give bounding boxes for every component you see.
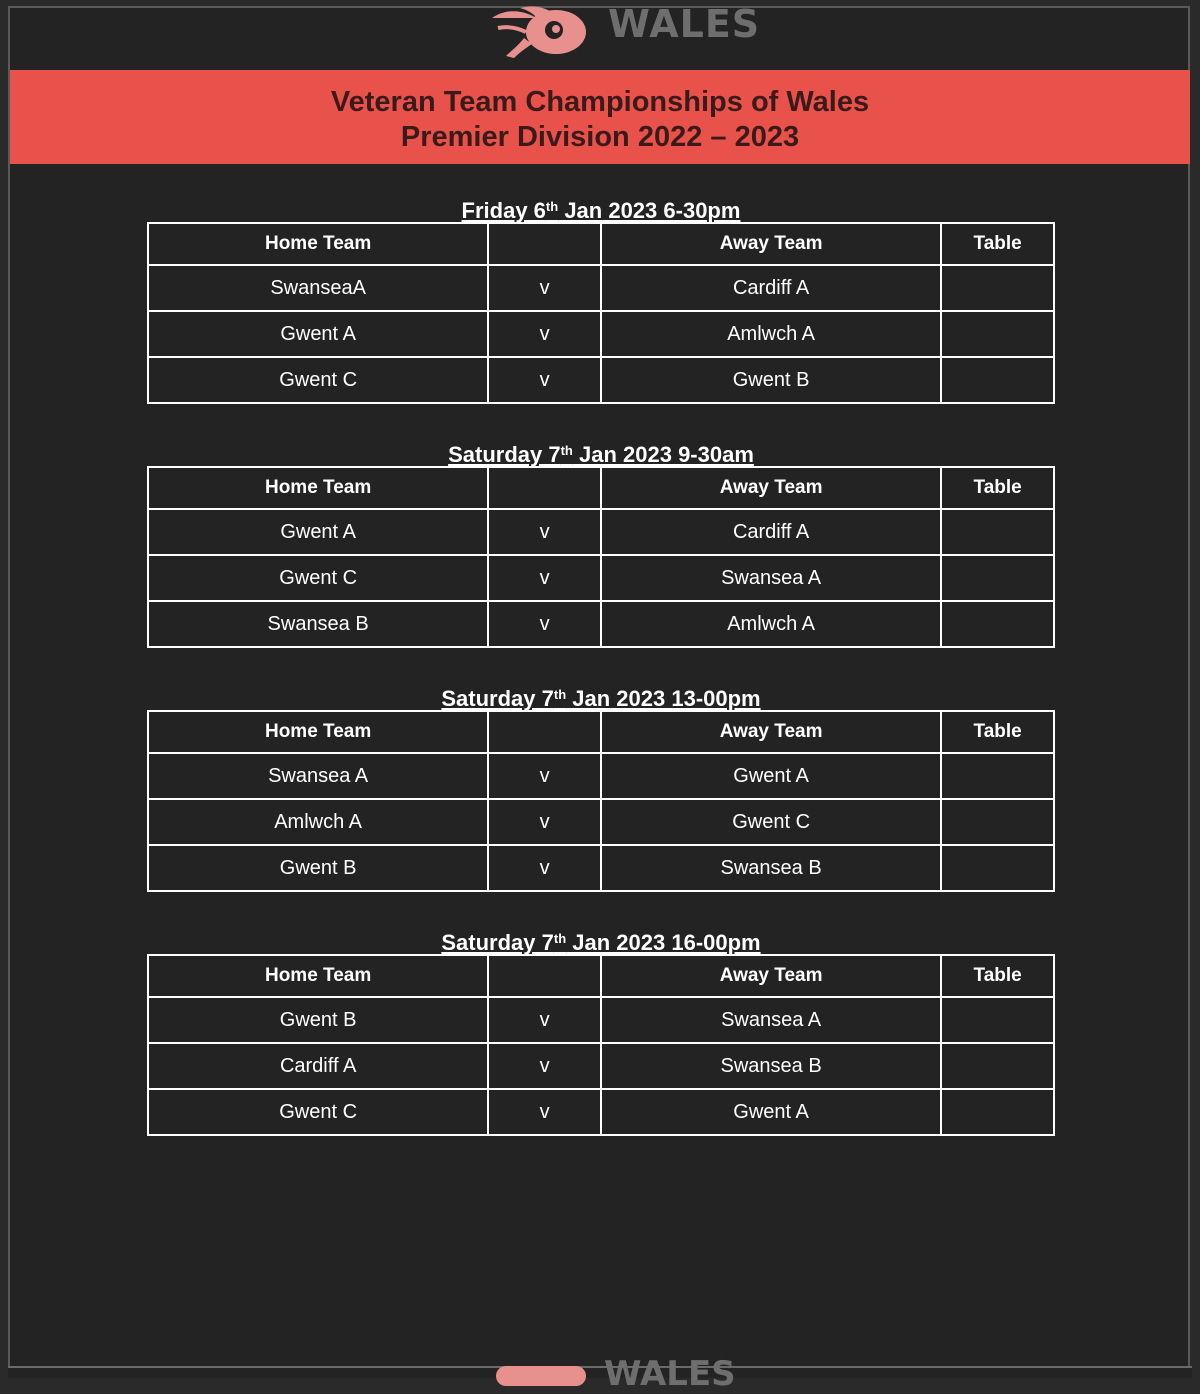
home-team-cell: SwanseaA: [148, 265, 488, 311]
home-team-cell: Gwent A: [148, 311, 488, 357]
away-team-cell: Gwent B: [601, 357, 941, 403]
table-header-row: [148, 955, 1054, 997]
table-row: [148, 799, 1054, 845]
away-team-cell: Gwent C: [601, 799, 941, 845]
table-row: [148, 509, 1054, 555]
table-row: [148, 601, 1054, 647]
vs-cell: v: [488, 997, 601, 1043]
table-row: [148, 357, 1054, 403]
table-number-cell: [941, 1089, 1054, 1135]
home-team-cell: Gwent C: [148, 357, 488, 403]
title-banner: [10, 70, 1190, 164]
banner-title-line1: Veteran Team Championships of Wales: [330, 86, 870, 118]
fixture-section-2: [147, 436, 1055, 648]
home-team-header: Home Team: [148, 711, 488, 753]
vs-cell: v: [488, 845, 601, 891]
table-number-cell: [941, 555, 1054, 601]
table-row: [148, 845, 1054, 891]
fixtures-table: [147, 222, 1055, 404]
table-row: [148, 555, 1054, 601]
table-number-cell: [941, 799, 1054, 845]
table-row: [148, 1043, 1054, 1089]
home-team-header: Home Team: [148, 467, 488, 509]
home-team-cell: Gwent B: [148, 997, 488, 1043]
away-team-cell: Swansea A: [601, 997, 941, 1043]
vs-header: [488, 711, 601, 753]
home-team-header: Home Team: [148, 955, 488, 997]
away-team-cell: Cardiff A: [601, 509, 941, 555]
table-row: [148, 753, 1054, 799]
fixtures-table: [147, 466, 1055, 648]
vs-header: [488, 223, 601, 265]
vs-cell: v: [488, 753, 601, 799]
away-team-cell: Amlwch A: [601, 311, 941, 357]
table-number-cell: [941, 311, 1054, 357]
vs-cell: v: [488, 1043, 601, 1089]
home-team-cell: Gwent C: [148, 1089, 488, 1135]
table-row: [148, 265, 1054, 311]
table-number-cell: [941, 1043, 1054, 1089]
vs-cell: v: [488, 601, 601, 647]
table-number-cell: [941, 509, 1054, 555]
home-team-cell: Cardiff A: [148, 1043, 488, 1089]
table-header: Table: [941, 467, 1054, 509]
section-date-heading: Saturday 7th Jan 2023 13-00pm: [441, 686, 761, 711]
away-team-cell: Swansea B: [601, 845, 941, 891]
vs-header: [488, 467, 601, 509]
section-date-heading: Friday 6th Jan 2023 6-30pm: [461, 198, 741, 223]
vs-cell: v: [488, 555, 601, 601]
away-team-header: Away Team: [601, 467, 941, 509]
table-tennis-dragon-icon: [484, 0, 604, 68]
home-team-cell: Swansea B: [148, 601, 488, 647]
fixtures-table: [147, 954, 1055, 1136]
next-page-edge: [8, 1354, 1192, 1394]
vs-cell: v: [488, 1089, 601, 1135]
vs-cell: v: [488, 799, 601, 845]
table-header-row: [148, 711, 1054, 753]
home-team-cell: Gwent C: [148, 555, 488, 601]
table-header-row: [148, 223, 1054, 265]
table-row: [148, 1089, 1054, 1135]
away-team-cell: Swansea B: [601, 1043, 941, 1089]
banner-title-line2: Premier Division 2022 – 2023: [400, 121, 800, 153]
table-number-cell: [941, 753, 1054, 799]
away-team-cell: Swansea A: [601, 555, 941, 601]
fixture-section-4: [147, 924, 1055, 1136]
home-team-cell: Amlwch A: [148, 799, 488, 845]
vs-cell: v: [488, 509, 601, 555]
logo-wordmark: WALES: [604, 1354, 736, 1394]
table-number-cell: [941, 601, 1054, 647]
away-team-cell: Cardiff A: [601, 265, 941, 311]
table-header: Table: [941, 711, 1054, 753]
away-team-cell: Amlwch A: [601, 601, 941, 647]
section-date-heading: Saturday 7th Jan 2023 16-00pm: [441, 930, 761, 955]
table-header: Table: [941, 223, 1054, 265]
logo-wordmark: WALES: [608, 2, 761, 46]
fixture-section-3: [147, 680, 1055, 892]
table-number-cell: [941, 997, 1054, 1043]
table-tennis-dragon-icon: [496, 1366, 586, 1386]
home-team-header: Home Team: [148, 223, 488, 265]
away-team-cell: Gwent A: [601, 753, 941, 799]
home-team-cell: Gwent B: [148, 845, 488, 891]
wales-logo: [480, 2, 761, 70]
table-number-cell: [941, 845, 1054, 891]
vs-cell: v: [488, 265, 601, 311]
wales-logo-partial: [488, 1354, 748, 1394]
fixtures-table: [147, 710, 1055, 892]
table-number-cell: [941, 265, 1054, 311]
table-number-cell: [941, 357, 1054, 403]
table-row: [148, 997, 1054, 1043]
away-team-header: Away Team: [601, 223, 941, 265]
vs-cell: v: [488, 357, 601, 403]
home-team-cell: Gwent A: [148, 509, 488, 555]
away-team-header: Away Team: [601, 711, 941, 753]
away-team-cell: Gwent A: [601, 1089, 941, 1135]
table-header: Table: [941, 955, 1054, 997]
vs-header: [488, 955, 601, 997]
home-team-cell: Swansea A: [148, 753, 488, 799]
table-row: [148, 311, 1054, 357]
vs-cell: v: [488, 311, 601, 357]
table-header-row: [148, 467, 1054, 509]
section-date-heading: Saturday 7th Jan 2023 9-30am: [448, 442, 754, 467]
away-team-header: Away Team: [601, 955, 941, 997]
fixture-section-1: [147, 192, 1055, 404]
